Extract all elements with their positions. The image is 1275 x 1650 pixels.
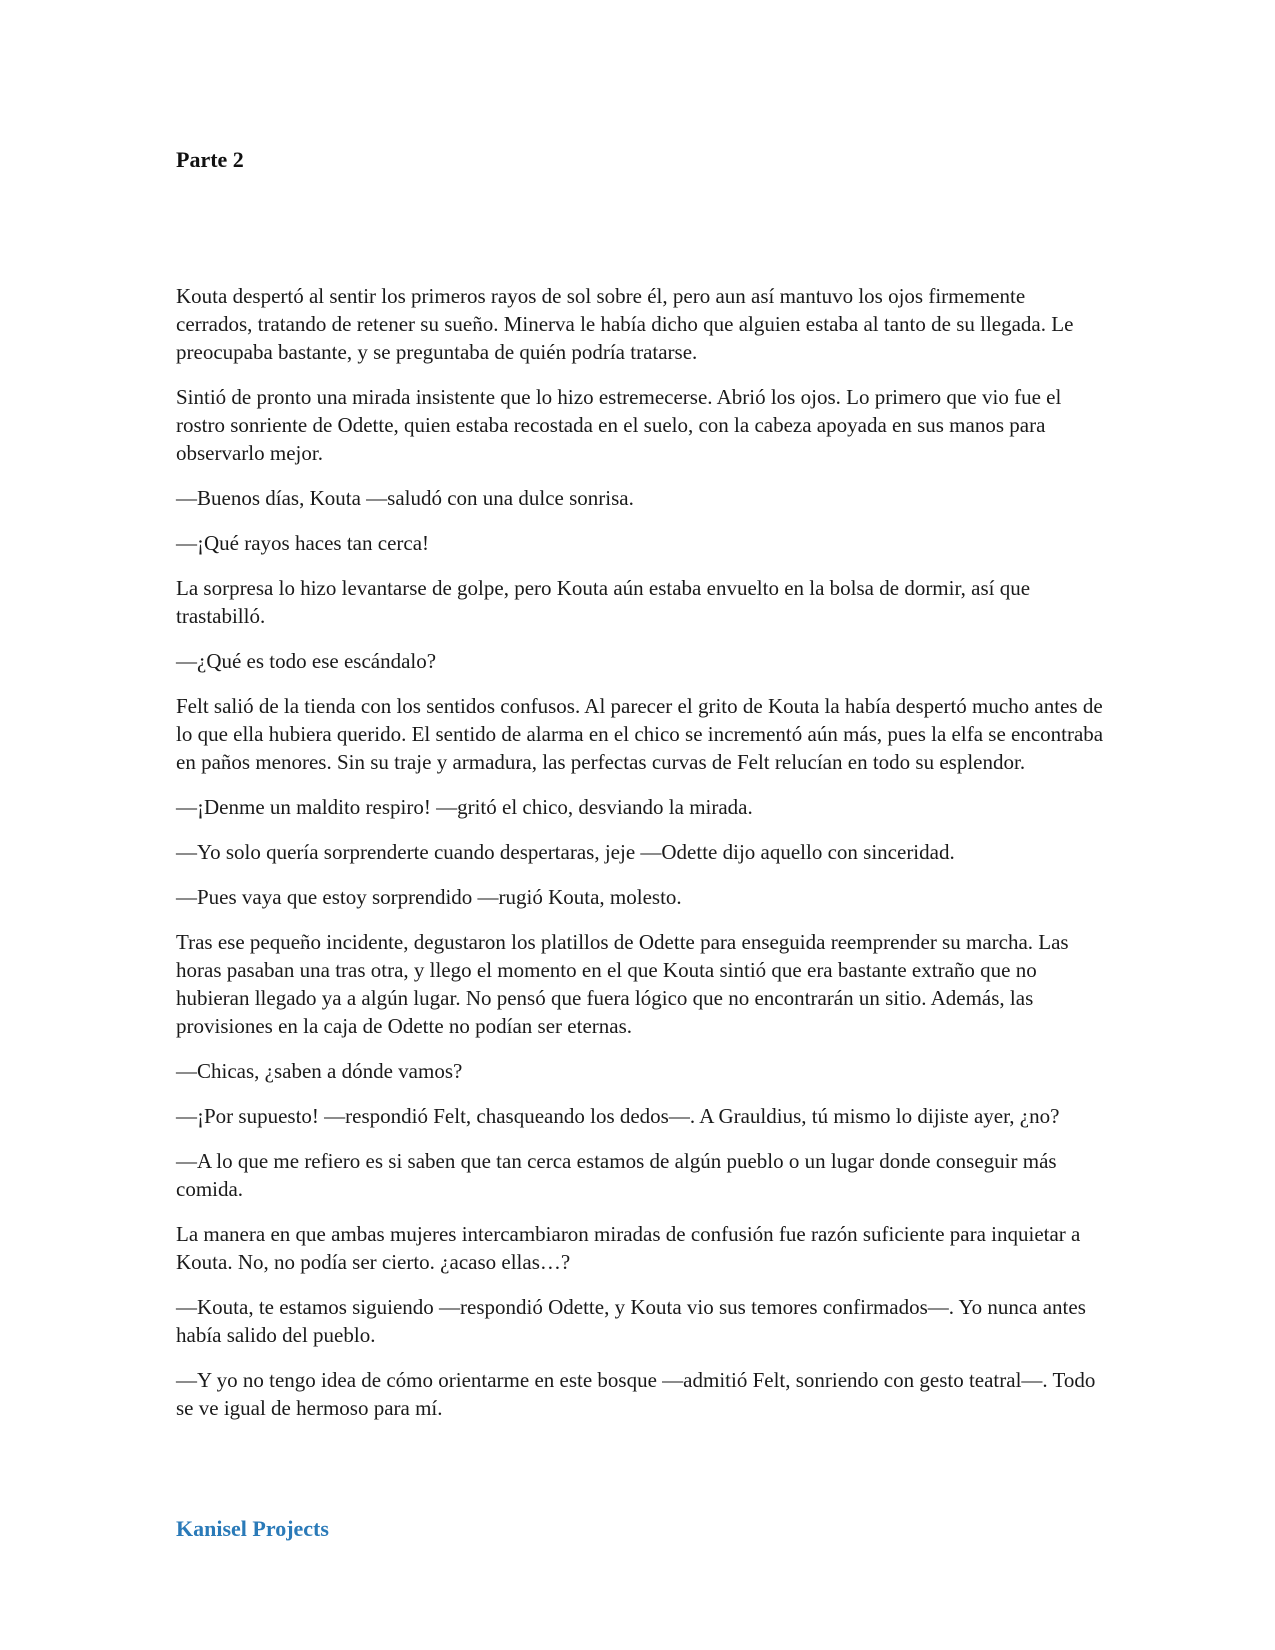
paragraph: —Pues vaya que estoy sorprendido —rugió Kouta, molesto. [176, 885, 682, 909]
paragraph: —¡Qué rayos haces tan cerca! [176, 531, 430, 555]
paragraph: Sintió de pronto una mirada insistente que lo hizo estremecerse. Abrió los ojos. Lo primero que vio fue el rostro sonriente de Odette, quien estaba recostada en el suelo, con la cabeza apoyada en sus manos para observarlo mejor. [176, 385, 1062, 465]
paragraph: Tras ese pequeño incidente, degustaron los platillos de Odette para enseguida reemprender su marcha. Las horas pasaban una tras otra, y llego el momento en el que Kouta sintió que era bastante extraño que no hubieran llegado ya a algún lugar. No pensó que fuera lógico que no encontrarán un sitio. Además, las provisiones en la caja de Odette no podían ser eternas. [176, 930, 1069, 1038]
paragraph: —¿Qué es todo ese escándalo? [176, 649, 437, 673]
paragraph: —Buenos días, Kouta —saludó con una dulce sonrisa. [176, 486, 634, 510]
document-body [176, 282, 1106, 1439]
paragraph: —Kouta, te estamos siguiendo —respondió Odette, y Kouta vio sus temores confirmados—. Yo nunca antes había salido del pueblo. [176, 1295, 1086, 1347]
paragraph: La sorpresa lo hizo levantarse de golpe, pero Kouta aún estaba envuelto en la bolsa de dormir, así que trastabilló. [176, 576, 1031, 628]
paragraph: Felt salió de la tienda con los sentidos confusos. Al parecer el grito de Kouta la había despertó mucho antes de lo que ella hubiera querido. El sentido de alarma en el chico se incrementó aún más, pues la elfa se encontraba en paños menores. Sin su traje y armadura, las perfectas curvas de Felt relucían en todo su esplendor. [176, 694, 1104, 774]
chapter-heading: Parte 2 [176, 147, 244, 172]
paragraph: —¡Por supuesto! —respondió Felt, chasqueando los dedos—. A Grauldius, tú mismo lo dijiste ayer, ¿no? [176, 1104, 1060, 1128]
paragraph: —¡Denme un maldito respiro! —gritó el chico, desviando la mirada. [176, 795, 753, 819]
paragraph: —Y yo no tengo idea de cómo orientarme en este bosque —admitió Felt, sonriendo con gesto teatral—. Todo se ve igual de hermoso para mí. [176, 1368, 1096, 1420]
footer-link[interactable]: Kanisel Projects [176, 1516, 329, 1541]
paragraph: —Chicas, ¿saben a dónde vamos? [176, 1059, 463, 1083]
paragraph: —Yo solo quería sorprenderte cuando despertaras, jeje —Odette dijo aquello con sinceridad. [176, 840, 955, 864]
paragraph: Kouta despertó al sentir los primeros rayos de sol sobre él, pero aun así mantuvo los ojos firmemente cerrados, tratando de retener su sueño. Minerva le había dicho que alguien estaba al tanto de su llegada. Le preocupaba bastante, y se preguntaba de quién podría tratarse. [176, 284, 1074, 364]
paragraph: —A lo que me refiero es si saben que tan cerca estamos de algún pueblo o un lugar donde conseguir más comida. [176, 1149, 1057, 1201]
paragraph: La manera en que ambas mujeres intercambiaron miradas de confusión fue razón suficiente para inquietar a Kouta. No, no podía ser cierto. ¿acaso ellas…? [176, 1222, 1081, 1274]
